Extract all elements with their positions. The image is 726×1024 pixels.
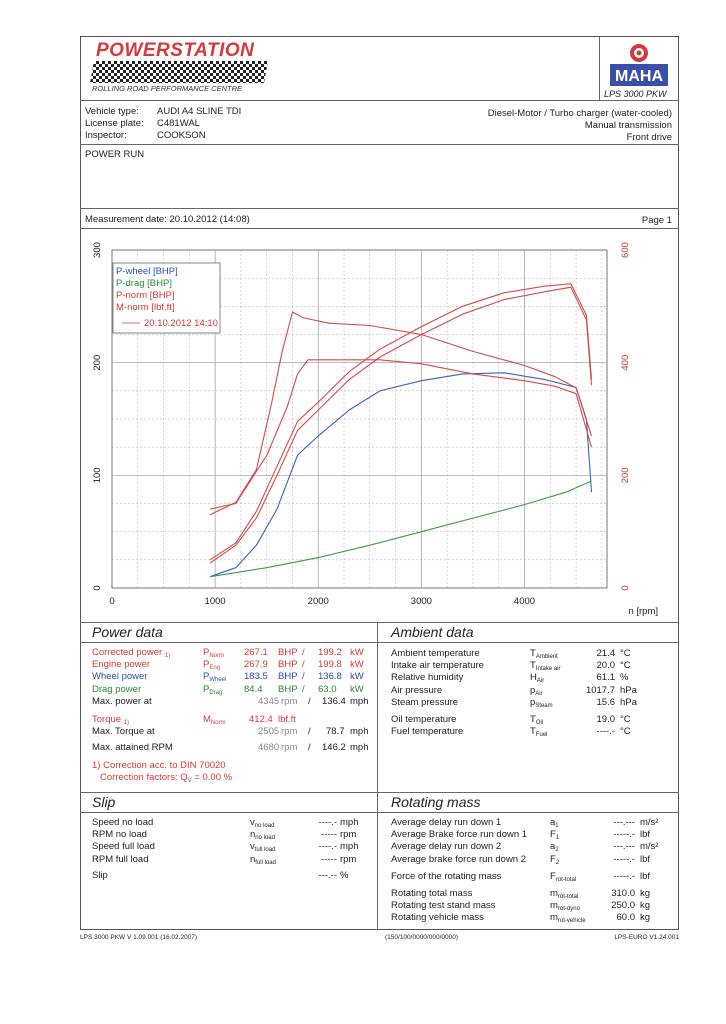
- slip-row-label: Speed no load: [92, 817, 154, 828]
- rotating-row-unit: lbf: [640, 853, 651, 865]
- ambient-row-unit: hPa: [620, 684, 637, 696]
- x-tick-label: 4000: [513, 596, 536, 607]
- page-number: Page 1: [641, 215, 672, 226]
- license-plate-value: C481WAL: [157, 118, 200, 129]
- max-torque-rpm: 2505: [258, 726, 280, 737]
- power-row-symbol: $P_{Drag}$: [203, 683, 223, 696]
- y-left-tick-label: 200: [92, 354, 103, 371]
- rotating-row-label: Average delay run down 2: [391, 841, 502, 853]
- power-row-label: Corrected power $_{1)}$: [92, 647, 171, 659]
- slip-title: Slip: [92, 794, 116, 810]
- power-row-kw: 199.2: [318, 647, 342, 658]
- x-tick-label: 0: [109, 596, 115, 607]
- power-row-kw-unit: kW: [350, 647, 364, 658]
- y-left-tick-label: 300: [92, 242, 103, 258]
- legend-entry-m-norm: M-norm [lbf.ft]: [116, 302, 175, 313]
- slip-row-value: ----.-: [318, 841, 337, 853]
- max-power-rpm-unit: rpm: [281, 695, 298, 707]
- rotating-row-label: Average Brake force run down 1: [391, 829, 528, 841]
- ambient-row-value: ----.-: [596, 726, 615, 738]
- power-row-sep: /: [302, 671, 305, 683]
- power-row-kw-unit: kW: [350, 671, 364, 683]
- rotating-row-value: -----.-: [613, 853, 635, 865]
- slip-row-unit: rpm: [340, 829, 357, 841]
- ambient-row-label: Ambient temperature: [391, 648, 480, 659]
- power-row-symbol: $P_{Norm}$: [203, 647, 225, 659]
- power-row-bhp-unit: BHP: [278, 659, 298, 671]
- max-rpm-sep: /: [308, 742, 311, 753]
- mass-row-value: 250.0: [611, 900, 635, 912]
- ambient-row-label: Air pressure: [391, 684, 443, 696]
- ambient-row-label: Oil temperature: [391, 714, 457, 725]
- max-torque-sep: /: [308, 726, 311, 737]
- y-right-tick-label: 600: [620, 242, 631, 258]
- slip-row-value: ---.--: [318, 870, 337, 881]
- inspector-label: Inspector:: [85, 130, 127, 141]
- power-row-kw: 199.8: [318, 659, 342, 671]
- rotating-row-label: Average brake force run down 2: [391, 853, 527, 865]
- slip-row-unit: mph: [340, 817, 359, 828]
- rotating-row-unit: m/s²: [640, 841, 659, 853]
- mass-row-unit: kg: [640, 888, 651, 899]
- svg-text:MAHA: MAHA: [615, 68, 663, 85]
- slip-row-label: Slip: [92, 870, 108, 881]
- rotating-row-unit: lbf: [640, 829, 651, 841]
- max-rpm-mph-unit: mph: [350, 742, 369, 753]
- ambient-row-value: 19.0: [596, 714, 615, 725]
- correction-factor: Correction factors: $Q_V = 0.00$ %: [100, 772, 233, 784]
- ambient-row-value: 15.6: [596, 696, 615, 708]
- power-row-label: Engine power: [92, 659, 151, 671]
- slip-row-label: RPM full load: [92, 853, 149, 865]
- max-power-mph: 136.4: [322, 695, 346, 707]
- power-row-kw-unit: kW: [350, 683, 364, 695]
- rotating-row-label: Force of the rotating mass: [391, 871, 502, 882]
- power-row-sep: /: [302, 647, 305, 658]
- ambient-row-unit: °C: [620, 660, 631, 672]
- rotating-row-unit: lbf: [640, 871, 651, 882]
- mass-row-value: 60.0: [616, 912, 635, 924]
- legend-entry-p-wheel: P-wheel [BHP]: [116, 266, 178, 277]
- mass-row-symbol: $m_{rot-total}$: [550, 888, 579, 900]
- vehicle-type-value: AUDI A4 SLINE TDI: [157, 106, 242, 117]
- mass-row-label: Rotating test stand mass: [391, 900, 496, 912]
- max-power-sep: /: [308, 695, 311, 707]
- power-row-bhp: 84.4: [244, 683, 263, 695]
- rotating-row-symbol: $a_1$: [550, 817, 559, 829]
- torque-value: 412.4: [249, 714, 273, 725]
- max-torque-mph: 78.7: [326, 726, 345, 737]
- y-right-tick-label: 400: [620, 354, 631, 371]
- max-torque-mph-unit: mph: [350, 726, 369, 737]
- ambient-row-symbol: $T_{Intake air}$: [530, 660, 561, 673]
- max-torque-label: Max. Torque at: [92, 726, 155, 737]
- power-row-bhp-unit: BHP: [278, 647, 298, 658]
- slip-row-value: -----: [321, 853, 337, 865]
- correction-footnote: 1) Correction acc. to DIN 70020: [92, 760, 226, 771]
- x-tick-label: 1000: [204, 596, 226, 607]
- run-title: POWER RUN: [85, 149, 145, 160]
- footer-code-center: (150/100/0000/000/0000): [385, 934, 459, 941]
- power-row-label: Drag power: [92, 683, 142, 695]
- mass-row-label: Rotating vehicle mass: [391, 912, 484, 924]
- ambient-row-symbol: $T_{Fuel}$: [530, 726, 548, 739]
- slip-row-unit: mph: [340, 841, 359, 853]
- rotating-row-symbol: $a_2$: [550, 841, 559, 854]
- transmission-type: Manual transmission: [584, 120, 672, 131]
- torque-label: Torque $_{1)}$: [92, 714, 130, 726]
- power-row-bhp: 267.9: [244, 659, 268, 671]
- rotating-row-value: ---.---: [613, 817, 635, 828]
- max-rpm-mph: 146.2: [322, 742, 346, 753]
- y-left-tick-label: 0: [92, 585, 103, 591]
- legend-entry-p-drag: P-drag [BHP]: [116, 278, 172, 289]
- ambient-row-symbol: $p_{Steam}$: [530, 696, 553, 709]
- rotating-row-symbol: $F_{rot-total}$: [550, 871, 577, 883]
- ambient-row-unit: hPa: [620, 696, 637, 708]
- slip-row-symbol: $n_{no load}$: [250, 829, 275, 842]
- slip-row-unit: rpm: [340, 853, 357, 865]
- ambient-row-label: Relative humidity: [391, 672, 464, 684]
- engine-type: Diesel-Motor / Turbo charger (water-cooled): [487, 108, 672, 119]
- drive-type: Front drive: [626, 132, 672, 143]
- max-power-mph-unit: mph: [350, 695, 369, 707]
- x-axis-label: n [rpm]: [628, 606, 658, 617]
- y-right-tick-label: 0: [620, 585, 631, 591]
- ambient-row-symbol: $H_{Air}$: [530, 672, 545, 685]
- torque-symbol: $M_{Norm}$: [203, 714, 226, 726]
- torque-unit: lbf.ft: [278, 714, 296, 725]
- max-rpm-unit: rpm: [281, 742, 298, 753]
- series-line-4: [210, 312, 592, 515]
- x-tick-label: 3000: [410, 596, 432, 607]
- max-power-label: Max. power at: [92, 695, 152, 707]
- ambient-row-unit: °C: [620, 714, 631, 725]
- checkered-flag-banner: [90, 61, 268, 83]
- vehicle-type-label: Vehicle type:: [85, 106, 139, 117]
- power-row-symbol: $P_{Wheel}$: [203, 671, 227, 684]
- ambient-row-value: 21.4: [596, 648, 615, 659]
- ambient-row-symbol: $T_{Oil}$: [530, 714, 544, 726]
- slip-row-symbol: $v_{full load}$: [250, 841, 276, 854]
- ambient-row-label: Intake air temperature: [391, 660, 484, 672]
- rotating-row-value: -----.-: [613, 829, 635, 841]
- legend-entry-date: 20.10.2012 14:10: [144, 318, 218, 329]
- slip-row-symbol: $v_{no load}$: [250, 817, 275, 829]
- mass-row-label: Rotating total mass: [391, 888, 473, 899]
- rotating-row-value: ---.---: [613, 841, 635, 853]
- slip-row-value: -----: [321, 829, 337, 841]
- ambient-row-value: 20.0: [596, 660, 615, 672]
- license-plate-label: License plate:: [85, 118, 144, 129]
- machine-model: LPS 3000 PKW: [604, 89, 667, 99]
- max-torque-rpm-unit: rpm: [281, 726, 298, 737]
- power-row-kw: 63.0: [318, 683, 337, 695]
- inspector-value: COOKSON: [157, 130, 206, 141]
- y-right-tick-label: 200: [620, 467, 631, 484]
- power-row-bhp-unit: BHP: [278, 683, 298, 695]
- slip-row-value: ----.-: [318, 817, 337, 828]
- ambient-row-unit: °C: [620, 648, 631, 659]
- ambient-row-unit: %: [620, 672, 629, 684]
- series-line-2: [210, 287, 592, 563]
- mass-row-value: 310.0: [611, 888, 635, 899]
- ambient-data-title: Ambient data: [391, 624, 474, 640]
- slip-row-symbol: $n_{full load}$: [250, 853, 276, 866]
- power-row-bhp: 183.5: [244, 671, 268, 683]
- y-left-tick-label: 100: [92, 467, 103, 484]
- slip-row-label: RPM no load: [92, 829, 147, 841]
- brand-logo: POWERSTATION: [96, 40, 255, 61]
- max-rpm-label: Max. attained RPM: [92, 742, 173, 753]
- footer-version-right: LPS-EURO V1.24.001: [614, 934, 679, 941]
- x-tick-label: 2000: [307, 596, 329, 607]
- max-power-rpm: 4345: [258, 695, 280, 707]
- power-row-sep: /: [302, 683, 305, 695]
- slip-row-label: Speed full load: [92, 841, 155, 853]
- power-row-kw: 136.8: [318, 671, 342, 683]
- power-data-title: Power data: [92, 624, 163, 640]
- maha-logo: [608, 42, 670, 88]
- rotating-mass-title: Rotating mass: [391, 794, 481, 810]
- mass-row-unit: kg: [640, 912, 651, 924]
- power-row-label: Wheel power: [92, 671, 148, 683]
- ambient-row-value: 61.1: [596, 672, 615, 684]
- power-row-kw-unit: kW: [350, 659, 364, 671]
- ambient-row-label: Fuel temperature: [391, 726, 464, 738]
- rotating-row-value: -----.-: [613, 871, 635, 882]
- power-row-bhp: 267.1: [244, 647, 268, 658]
- rotating-row-unit: m/s²: [640, 817, 659, 828]
- power-row-symbol: $P_{Eng}$: [203, 659, 221, 672]
- max-rpm-value: 4680: [258, 742, 280, 753]
- rotating-row-symbol: $F_2$: [550, 853, 560, 866]
- brand-tagline: ROLLING ROAD PERFORMANCE CENTRE: [92, 84, 243, 93]
- mass-row-unit: kg: [640, 900, 651, 912]
- ambient-row-symbol: $T_{Ambient}$: [530, 648, 558, 660]
- ambient-row-unit: °C: [620, 726, 631, 738]
- ambient-row-label: Steam pressure: [391, 696, 459, 708]
- ambient-row-symbol: $p_{Air}$: [530, 684, 543, 697]
- ambient-row-value: 1017.7: [585, 684, 615, 696]
- power-row-sep: /: [302, 659, 305, 671]
- power-chart: [80, 236, 679, 622]
- mass-row-symbol: $m_{rot-vehicle}$: [550, 912, 586, 925]
- power-row-bhp-unit: BHP: [278, 671, 298, 683]
- measurement-date: Measurement date: 20.10.2012 (14:08): [85, 214, 250, 225]
- footer-version-left: LPS 3000 PKW V 1.09.001 (16.02.2007): [80, 934, 198, 941]
- legend-entry-p-norm: P-norm [BHP]: [116, 290, 175, 301]
- slip-row-unit: %: [340, 870, 349, 881]
- mass-row-symbol: $m_{rot-dyno}$: [550, 900, 580, 913]
- rotating-row-symbol: $F_1$: [550, 829, 560, 842]
- rotating-row-label: Average delay run down 1: [391, 817, 502, 828]
- series-line-0: [210, 373, 592, 577]
